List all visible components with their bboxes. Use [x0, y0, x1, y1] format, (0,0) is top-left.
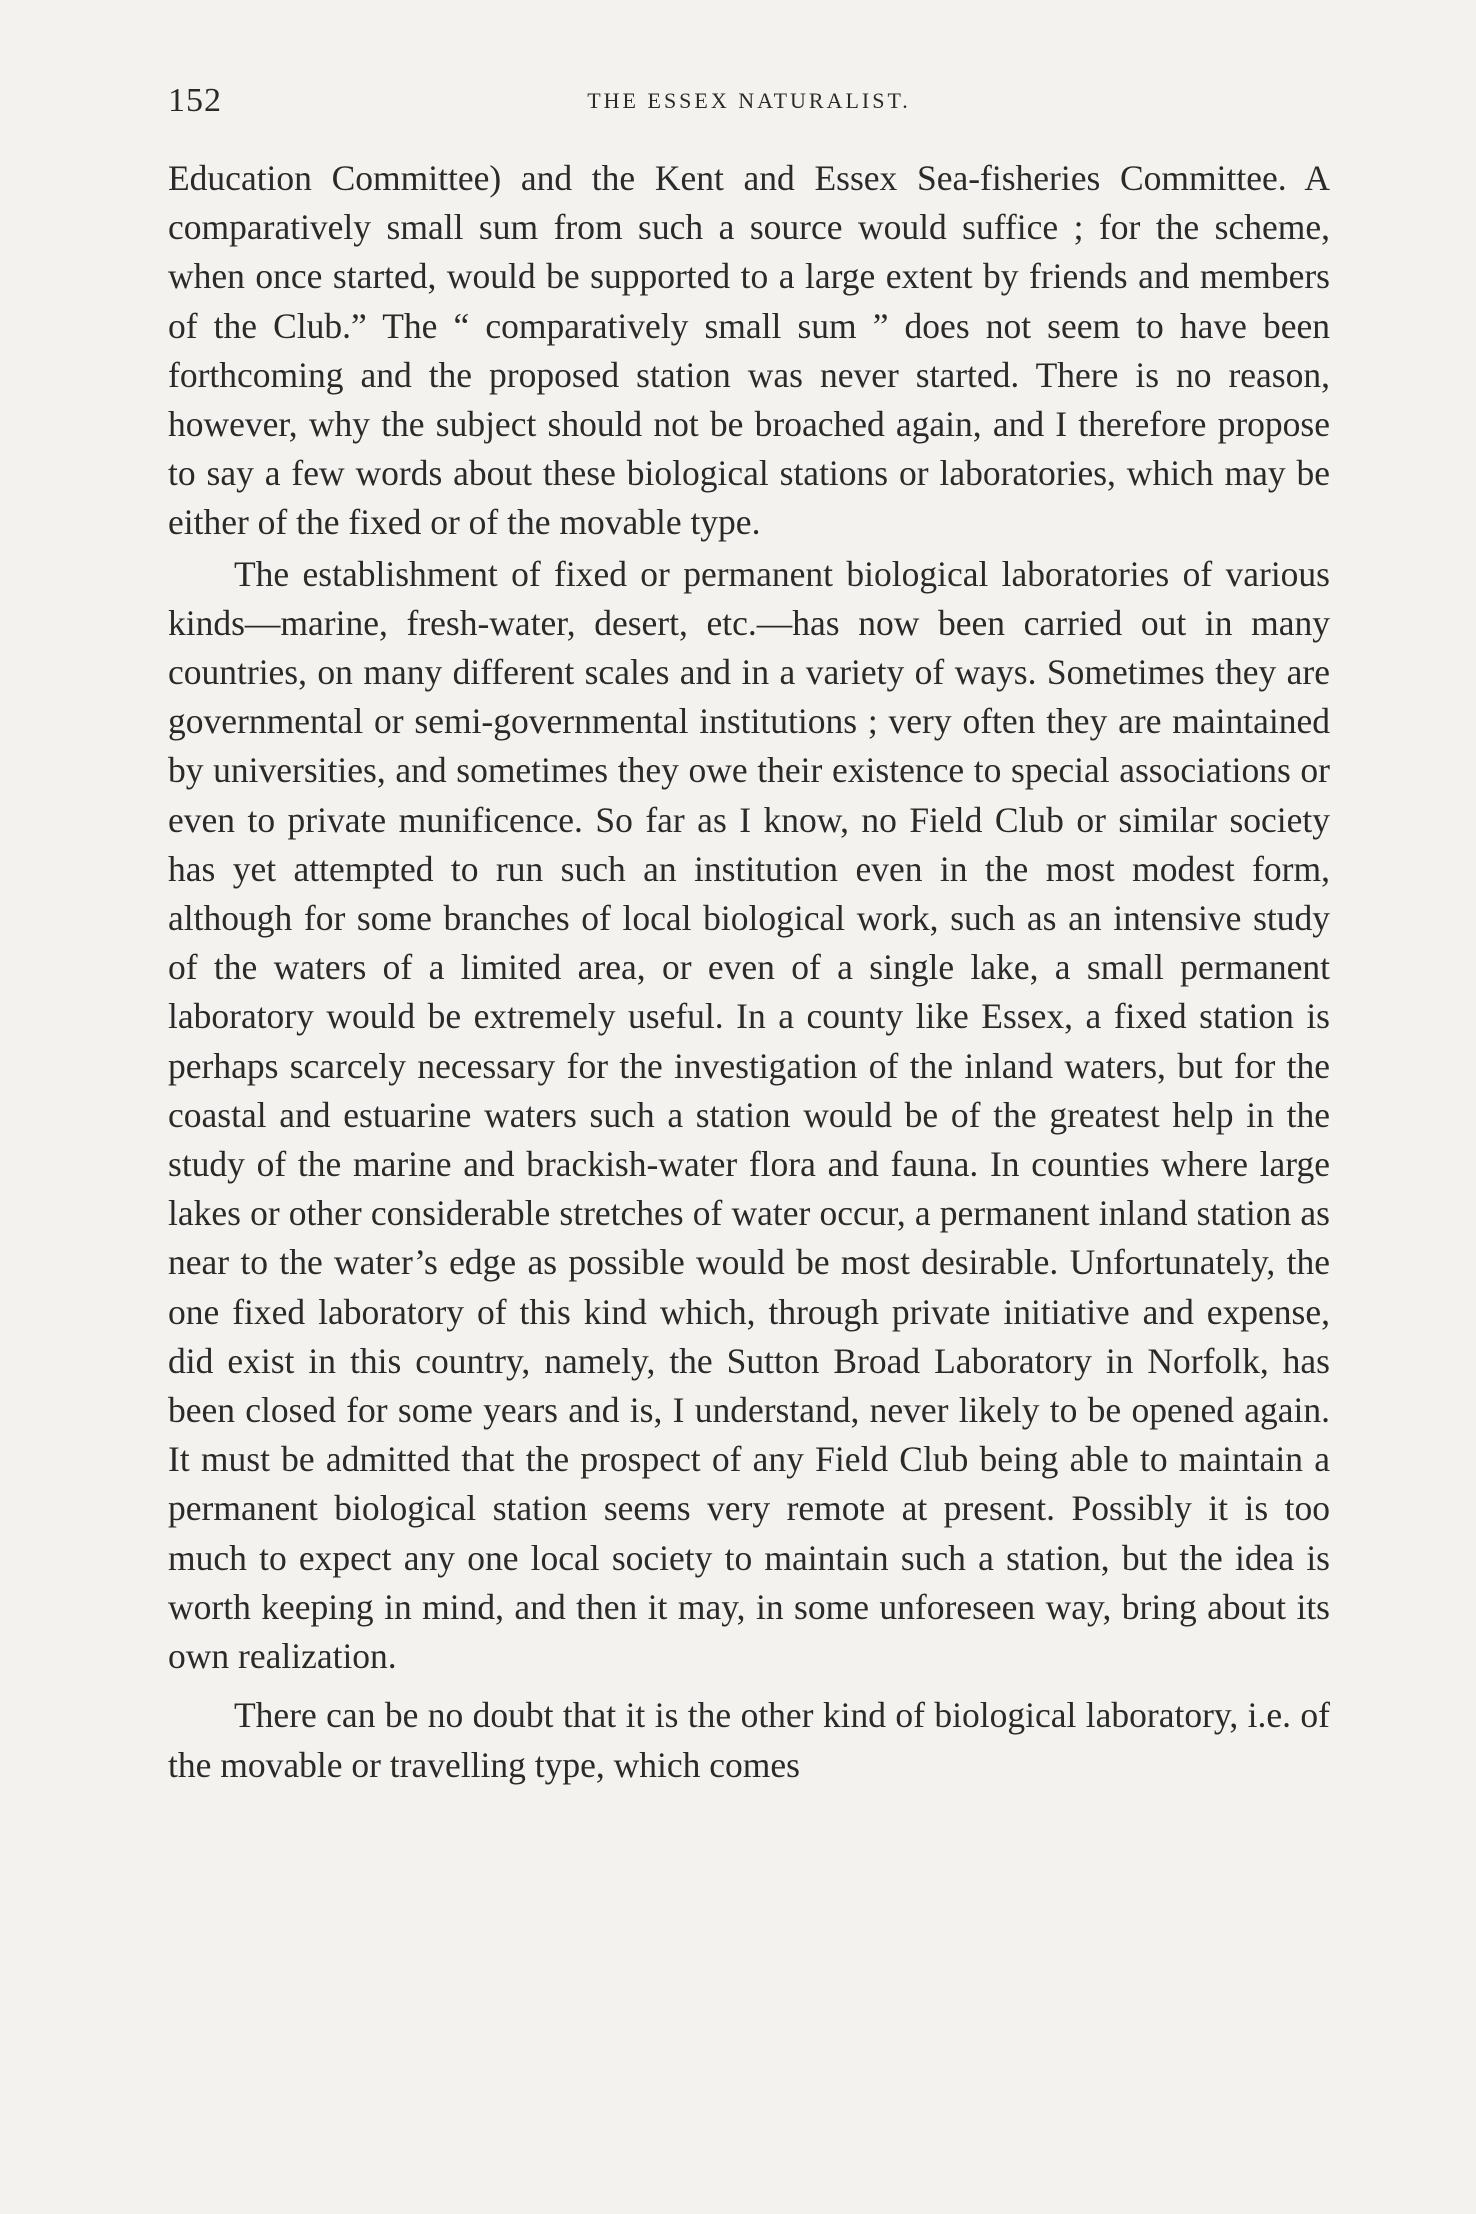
paragraph-movable-laboratories: There can be no doubt that it is the other kind of biological laboratory, i.e. of the movable or travelling type, which comes: [168, 1695, 1330, 1785]
paragraph-continued: Education Committee) and the Kent and Essex Sea-fisheries Committee. A comparatively small sum from such a source would suffice ; for the scheme, when once started, would be supported to a large extent by friends and members of the Club.” The “ comparatively small sum ” does not seem to have been forthcoming and the proposed station was never started. There is no reason, however, why the subject should not be broached again, and I therefore propose to say a few words about these biological stations or laboratories, which may be either of the fixed or of the movable type.: [168, 158, 1330, 543]
page-number: 152: [168, 82, 222, 119]
running-title: THE ESSEX NATURALIST.: [587, 88, 911, 113]
body-text: [168, 154, 1330, 1790]
running-head: [168, 82, 1330, 122]
paragraph-fixed-laboratories: The establishment of fixed or permanent biological laboratories of various kinds—marine, fresh-water, desert, etc.—has now been carried out in many countries, on many different scales and in a variety of ways. Sometimes they are governmental or semi-governmental institutions ; very often they are maintained by universities, and sometimes they owe their existence to special associations or even to private munificence. So far as I know, no Field Club or similar society has yet attempted to run such an institution even in the most modest form, although for some branches of local biological work, such as an intensive study of the waters of a limited area, or even of a single lake, a small permanent laboratory would be extremely useful. In a county like Essex, a fixed station is perhaps scarcely necessary for the investigation of the inland waters, but for the coastal and estuarine waters such a station would be of the greatest help in the study of the marine and brackish-water flora and fauna. In counties where large lakes or other considerable stretches of water occur, a permanent inland station as near to the water’s edge as possible would be most desirable. Unfortunately, the one fixed laboratory of this kind which, through private initiative and expense, did exist in this country, namely, the Sutton Broad Laboratory in Norfolk, has been closed for some years and is, I understand, never likely to be opened again. It must be admitted that the prospect of any Field Club being able to maintain a permanent biological station seems very remote at present. Possibly it is too much to expect any one local society to maintain such a station, but the idea is worth keeping in mind, and then it may, in some unforeseen way, bring about its own realization.: [168, 553, 1330, 1677]
